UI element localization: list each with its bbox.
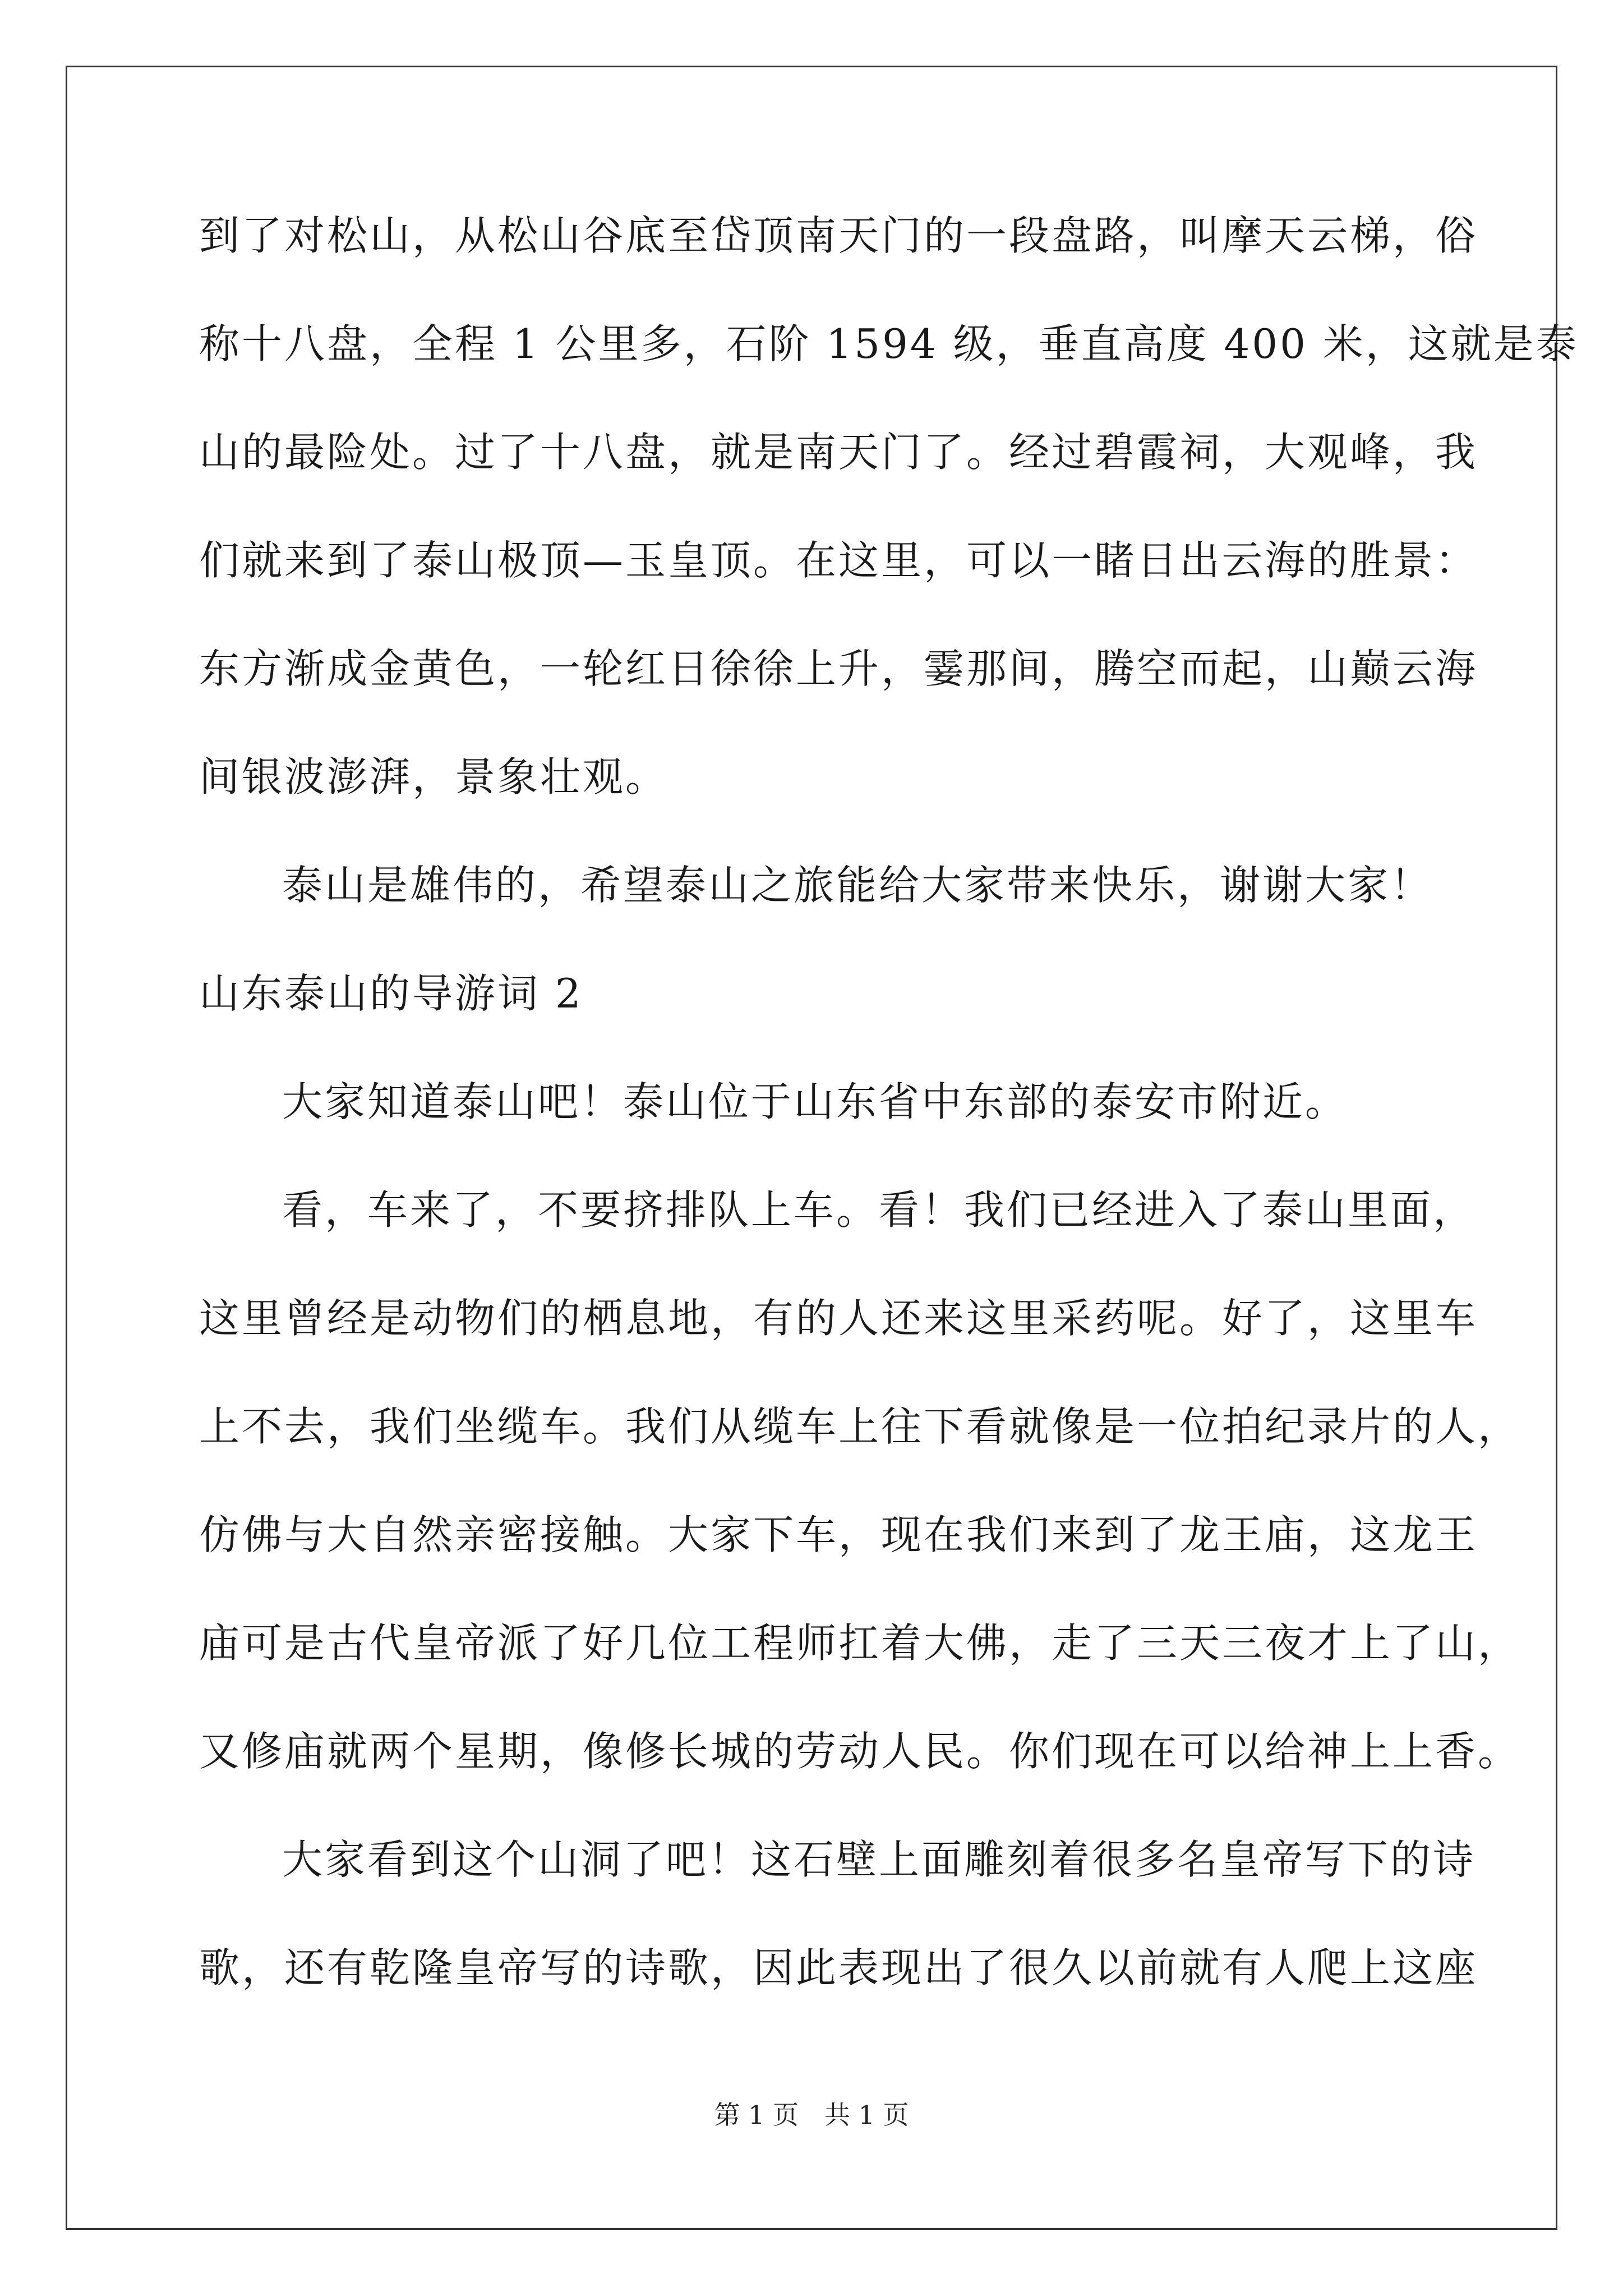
page-number-label: 第 1 页 共 1 页 <box>714 2100 909 2130</box>
text-line-4: 们就来到了泰山极顶—玉皇顶。在这里，可以一睹日出云海的胜景： <box>199 537 1478 584</box>
text-line-12: 上不去，我们坐缆车。我们从缆车上往下看就像是一位拍纪录片的人， <box>199 1403 1521 1450</box>
text-line-6: 间银波澎湃，景象壮观。 <box>199 753 668 800</box>
text-line-14: 庙可是古代皇帝派了好几位工程师扛着大佛，走了三天三夜才上了山， <box>199 1619 1521 1667</box>
text-line-7: 泰山是雄伟的，希望泰山之旅能给大家带来快乐，谢谢大家！ <box>282 862 1433 909</box>
document-body <box>199 208 1579 2048</box>
text-line-1: 到了对松山，从松山谷底至岱顶南天门的一段盘路，叫摩天云梯，俗 <box>199 212 1478 259</box>
text-line-13: 仿佛与大自然亲密接触。大家下车，现在我们来到了龙王庙，这龙王 <box>199 1511 1478 1558</box>
text-line-2: 称十八盘，全程 1 公里多，石阶 1594 级，垂直高度 400 米，这就是泰 <box>199 320 1579 367</box>
text-line-9: 大家知道泰山吧！泰山位于山东省中东部的泰安市附近。 <box>282 1078 1348 1125</box>
text-line-11: 这里曾经是动物们的栖息地，有的人还来这里采药呢。好了，这里车 <box>199 1295 1478 1342</box>
text-line-17: 歌，还有乾隆皇帝写的诗歌，因此表现出了很久以前就有人爬上这座 <box>199 1944 1478 1991</box>
page-footer <box>0 2098 1623 2132</box>
section-heading: 山东泰山的导游词 2 <box>199 970 583 1017</box>
text-line-10: 看，车来了，不要挤排队上车。看！我们已经进入了泰山里面， <box>282 1186 1476 1234</box>
text-line-5: 东方渐成金黄色，一轮红日徐徐上升，霎那间，腾空而起，山巅云海 <box>199 645 1478 692</box>
text-line-3: 山的最险处。过了十八盘，就是南天门了。经过碧霞祠，大观峰，我 <box>199 429 1478 476</box>
text-line-16: 大家看到这个山洞了吧！这石壁上面雕刻着很多名皇帝写下的诗 <box>282 1836 1476 1883</box>
text-line-15: 又修庙就两个星期，像修长城的劳动人民。你们现在可以给神上上香。 <box>199 1728 1521 1775</box>
